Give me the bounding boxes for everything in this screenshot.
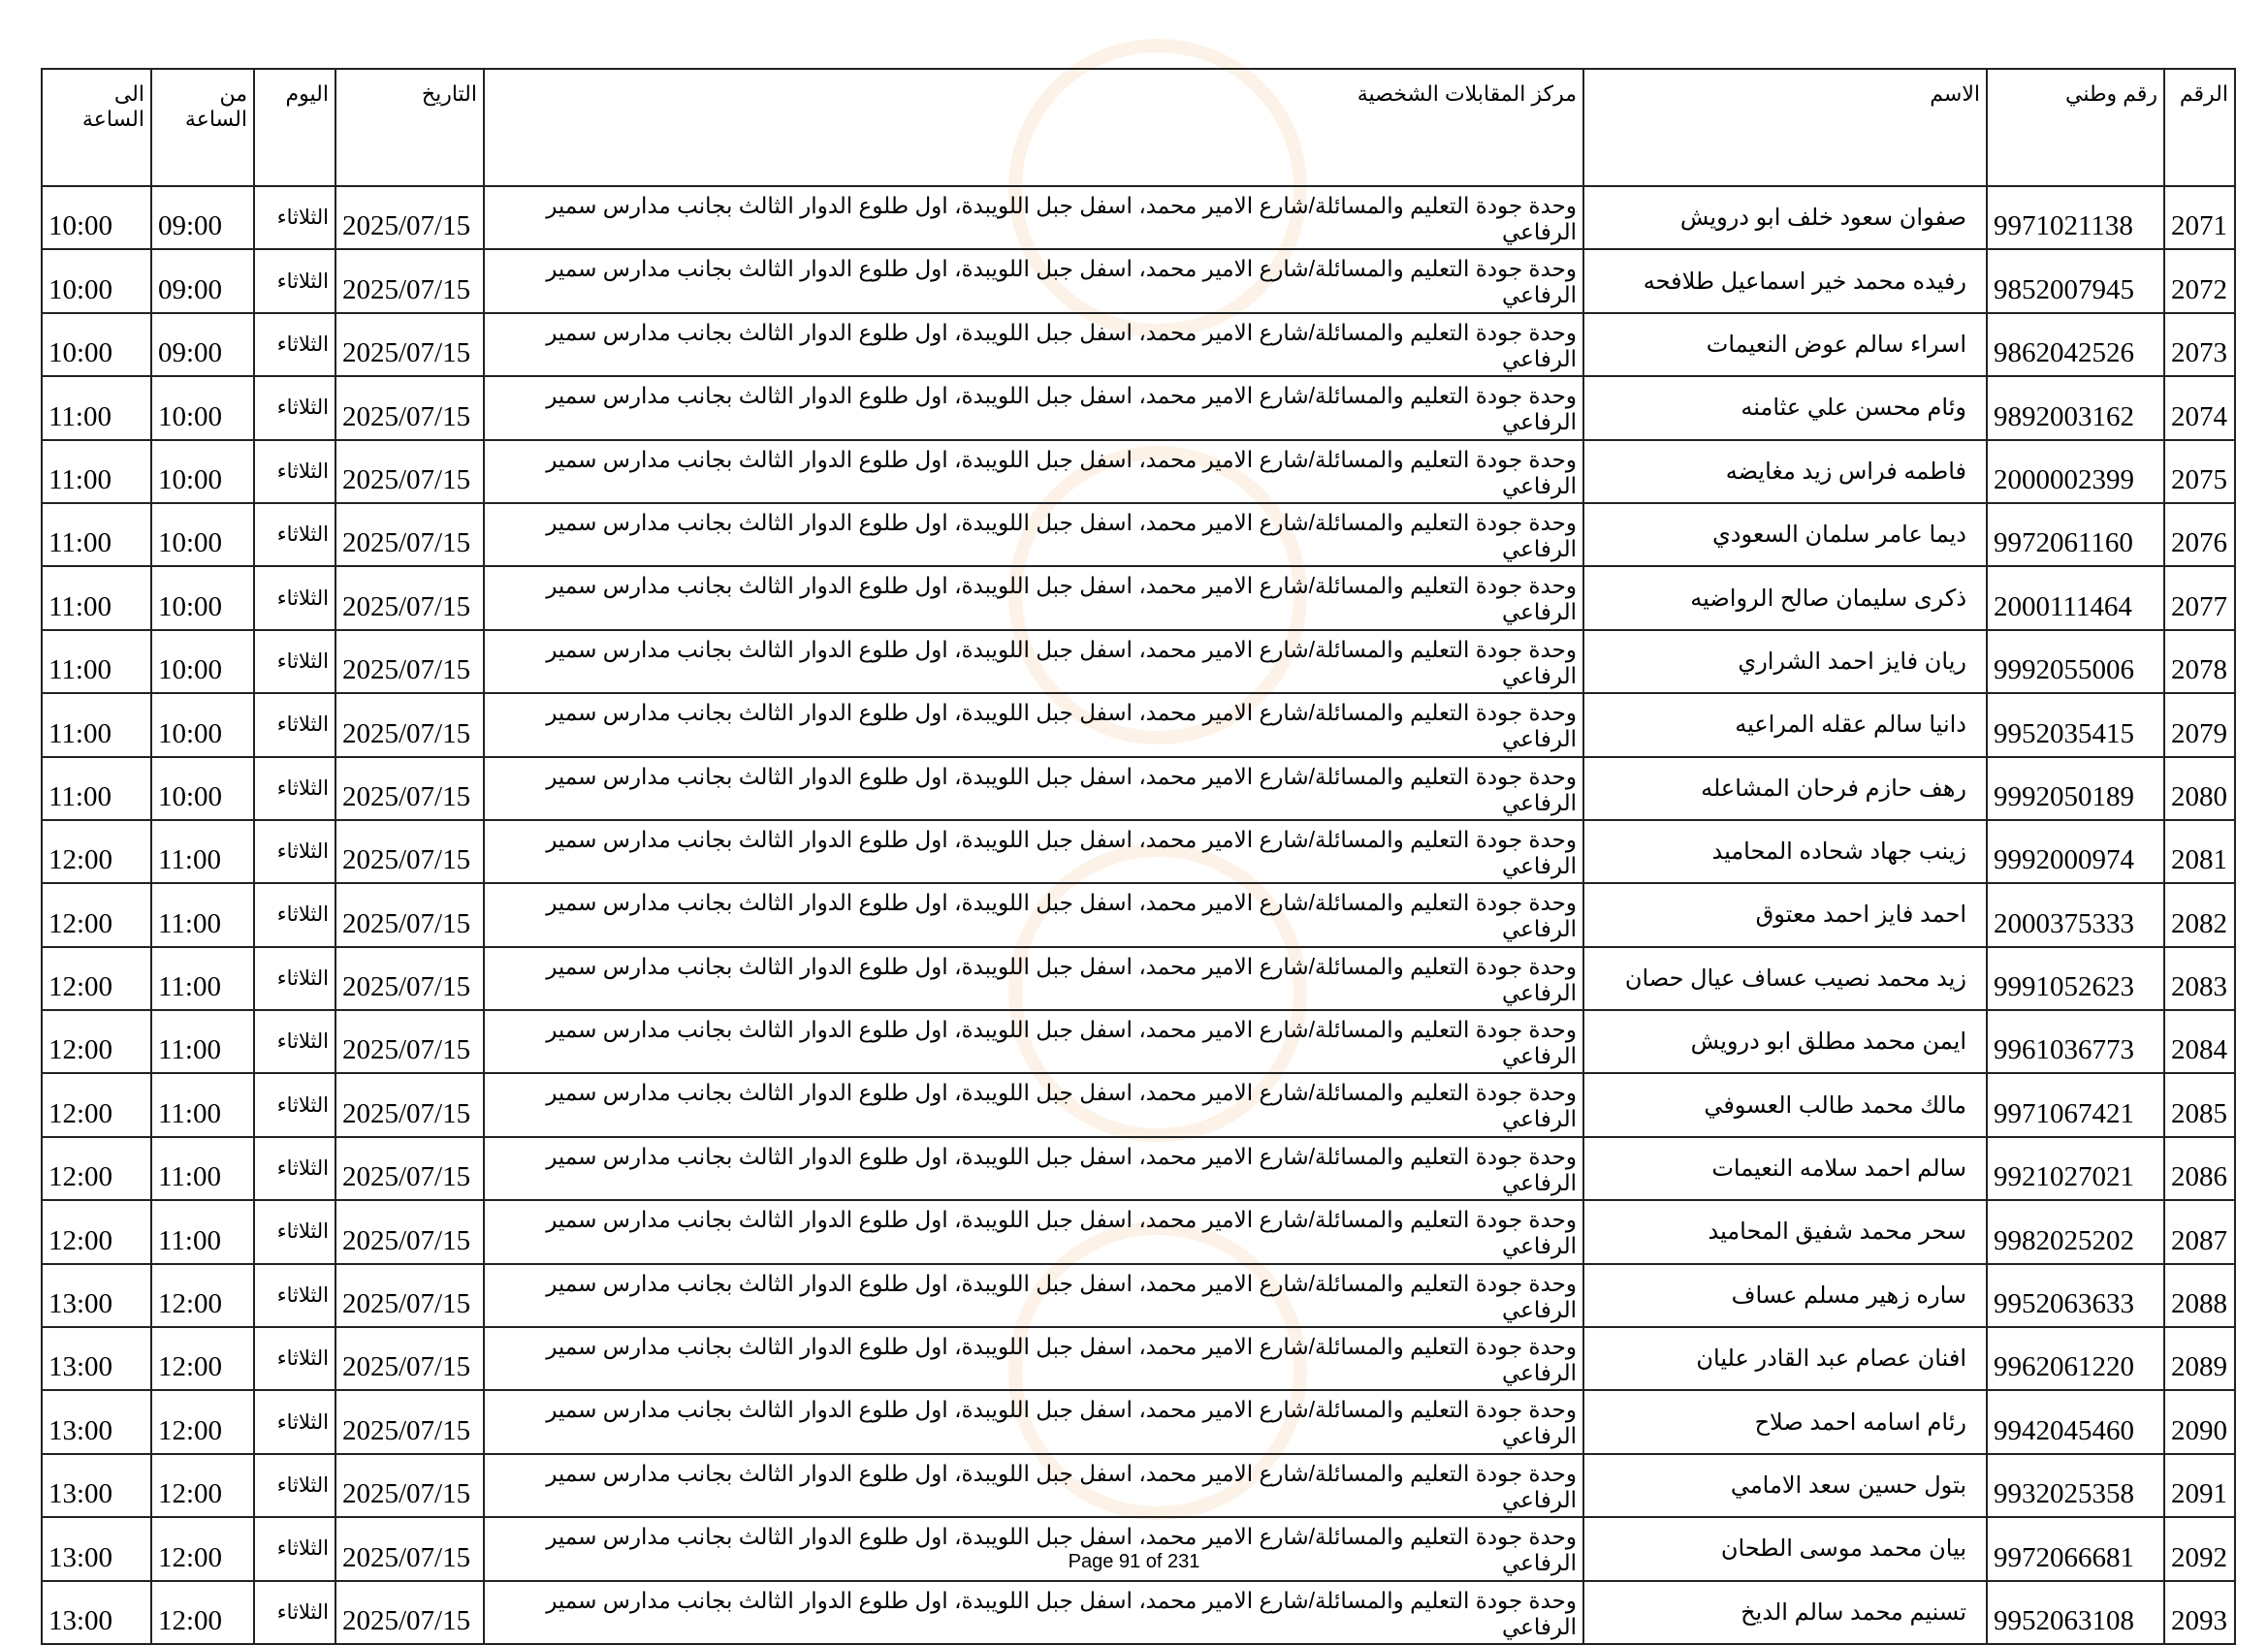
cell-row-number: 2084 bbox=[2164, 1010, 2235, 1073]
cell-from-time: 10:00 bbox=[151, 503, 254, 566]
cell-date: 2025/07/15 bbox=[335, 440, 484, 503]
cell-national-id: 9862042526 bbox=[1987, 313, 2164, 376]
cell-national-id: 2000111464 bbox=[1987, 566, 2164, 629]
table-row bbox=[42, 757, 2235, 820]
cell-date: 2025/07/15 bbox=[335, 1073, 484, 1136]
cell-row-number: 2075 bbox=[2164, 440, 2235, 503]
cell-interview-center: وحدة جودة التعليم والمسائلة/شارع الامير محمد، اسفل جبل اللويبدة، اول طلوع الدوار الثالث بجانب مدارس سمير الرفاعي bbox=[484, 503, 1583, 566]
cell-from-time: 11:00 bbox=[151, 1073, 254, 1136]
cell-from-time: 10:00 bbox=[151, 693, 254, 756]
cell-name: ديما عامر سلمان السعودي bbox=[1583, 503, 1987, 566]
cell-from-time: 12:00 bbox=[151, 1454, 254, 1517]
cell-date: 2025/07/15 bbox=[335, 1264, 484, 1327]
cell-name: سالم احمد سلامه النعيمات bbox=[1583, 1137, 1987, 1200]
cell-name: تسنيم محمد سالم الديخ bbox=[1583, 1581, 1987, 1644]
cell-national-id: 9892003162 bbox=[1987, 376, 2164, 439]
cell-to-time: 10:00 bbox=[42, 186, 151, 249]
cell-from-time: 09:00 bbox=[151, 313, 254, 376]
cell-name: بيان محمد موسى الطحان bbox=[1583, 1517, 1987, 1580]
cell-row-number: 2079 bbox=[2164, 693, 2235, 756]
cell-date: 2025/07/15 bbox=[335, 1517, 484, 1580]
cell-row-number: 2073 bbox=[2164, 313, 2235, 376]
cell-from-time: 10:00 bbox=[151, 376, 254, 439]
cell-from-time: 11:00 bbox=[151, 883, 254, 946]
cell-national-id: 9952063108 bbox=[1987, 1581, 2164, 1644]
cell-name: رهف حازم فرحان المشاعله bbox=[1583, 757, 1987, 820]
cell-from-time: 09:00 bbox=[151, 249, 254, 312]
cell-row-number: 2093 bbox=[2164, 1581, 2235, 1644]
cell-name: بتول حسين سعد الامامي bbox=[1583, 1454, 1987, 1517]
cell-row-number: 2071 bbox=[2164, 186, 2235, 249]
cell-row-number: 2088 bbox=[2164, 1264, 2235, 1327]
table-row bbox=[42, 883, 2235, 946]
table-row bbox=[42, 820, 2235, 883]
cell-date: 2025/07/15 bbox=[335, 630, 484, 693]
cell-to-time: 12:00 bbox=[42, 947, 151, 1010]
cell-row-number: 2076 bbox=[2164, 503, 2235, 566]
cell-date: 2025/07/15 bbox=[335, 186, 484, 249]
cell-national-id: 9852007945 bbox=[1987, 249, 2164, 312]
cell-interview-center: وحدة جودة التعليم والمسائلة/شارع الامير محمد، اسفل جبل اللويبدة، اول طلوع الدوار الثالث بجانب مدارس سمير الرفاعي bbox=[484, 1390, 1583, 1453]
cell-interview-center: وحدة جودة التعليم والمسائلة/شارع الامير محمد، اسفل جبل اللويبدة، اول طلوع الدوار الثالث بجانب مدارس سمير الرفاعي bbox=[484, 947, 1583, 1010]
cell-date: 2025/07/15 bbox=[335, 1327, 484, 1390]
table-row bbox=[42, 440, 2235, 503]
cell-national-id: 9992000974 bbox=[1987, 820, 2164, 883]
table-row bbox=[42, 1010, 2235, 1073]
cell-row-number: 2074 bbox=[2164, 376, 2235, 439]
cell-day: الثلاثاء bbox=[254, 1264, 335, 1327]
cell-day: الثلاثاء bbox=[254, 376, 335, 439]
cell-national-id: 9971067421 bbox=[1987, 1073, 2164, 1136]
cell-interview-center: وحدة جودة التعليم والمسائلة/شارع الامير محمد، اسفل جبل اللويبدة، اول طلوع الدوار الثالث بجانب مدارس سمير الرفاعي bbox=[484, 820, 1583, 883]
cell-national-id: 2000375333 bbox=[1987, 883, 2164, 946]
cell-interview-center: وحدة جودة التعليم والمسائلة/شارع الامير محمد، اسفل جبل اللويبدة، اول طلوع الدوار الثالث بجانب مدارس سمير الرفاعي bbox=[484, 249, 1583, 312]
cell-national-id: 9982025202 bbox=[1987, 1200, 2164, 1263]
cell-interview-center: وحدة جودة التعليم والمسائلة/شارع الامير محمد، اسفل جبل اللويبدة، اول طلوع الدوار الثالث بجانب مدارس سمير الرفاعي bbox=[484, 1264, 1583, 1327]
cell-day: الثلاثاء bbox=[254, 1390, 335, 1453]
cell-date: 2025/07/15 bbox=[335, 1390, 484, 1453]
cell-national-id: 9971021138 bbox=[1987, 186, 2164, 249]
cell-day: الثلاثاء bbox=[254, 1073, 335, 1136]
cell-interview-center: وحدة جودة التعليم والمسائلة/شارع الامير محمد، اسفل جبل اللويبدة، اول طلوع الدوار الثالث بجانب مدارس سمير الرفاعي bbox=[484, 1327, 1583, 1390]
cell-row-number: 2072 bbox=[2164, 249, 2235, 312]
cell-from-time: 10:00 bbox=[151, 757, 254, 820]
cell-to-time: 12:00 bbox=[42, 1200, 151, 1263]
cell-from-time: 10:00 bbox=[151, 440, 254, 503]
cell-name: رفيده محمد خير اسماعيل طلافحه bbox=[1583, 249, 1987, 312]
cell-date: 2025/07/15 bbox=[335, 947, 484, 1010]
cell-row-number: 2077 bbox=[2164, 566, 2235, 629]
table-row bbox=[42, 1454, 2235, 1517]
cell-date: 2025/07/15 bbox=[335, 820, 484, 883]
cell-day: الثلاثاء bbox=[254, 566, 335, 629]
cell-row-number: 2082 bbox=[2164, 883, 2235, 946]
cell-row-number: 2090 bbox=[2164, 1390, 2235, 1453]
cell-interview-center: وحدة جودة التعليم والمسائلة/شارع الامير محمد، اسفل جبل اللويبدة، اول طلوع الدوار الثالث بجانب مدارس سمير الرفاعي bbox=[484, 313, 1583, 376]
cell-interview-center: وحدة جودة التعليم والمسائلة/شارع الامير محمد، اسفل جبل اللويبدة، اول طلوع الدوار الثالث بجانب مدارس سمير الرفاعي bbox=[484, 566, 1583, 629]
cell-name: فاطمه فراس زيد مغايضه bbox=[1583, 440, 1987, 503]
cell-to-time: 12:00 bbox=[42, 820, 151, 883]
cell-from-time: 11:00 bbox=[151, 820, 254, 883]
cell-from-time: 12:00 bbox=[151, 1264, 254, 1327]
cell-to-time: 11:00 bbox=[42, 503, 151, 566]
table-row bbox=[42, 376, 2235, 439]
header-from: من الساعة bbox=[151, 69, 254, 186]
cell-from-time: 11:00 bbox=[151, 1200, 254, 1263]
table-row bbox=[42, 503, 2235, 566]
cell-date: 2025/07/15 bbox=[335, 503, 484, 566]
cell-to-time: 11:00 bbox=[42, 566, 151, 629]
cell-day: الثلاثاء bbox=[254, 1137, 335, 1200]
cell-from-time: 10:00 bbox=[151, 566, 254, 629]
cell-from-time: 11:00 bbox=[151, 1137, 254, 1200]
cell-day: الثلاثاء bbox=[254, 1200, 335, 1263]
cell-from-time: 12:00 bbox=[151, 1390, 254, 1453]
cell-day: الثلاثاء bbox=[254, 883, 335, 946]
cell-day: الثلاثاء bbox=[254, 630, 335, 693]
cell-day: الثلاثاء bbox=[254, 1581, 335, 1644]
cell-from-time: 10:00 bbox=[151, 630, 254, 693]
cell-to-time: 13:00 bbox=[42, 1264, 151, 1327]
cell-from-time: 09:00 bbox=[151, 186, 254, 249]
cell-national-id: 9952063633 bbox=[1987, 1264, 2164, 1327]
cell-to-time: 12:00 bbox=[42, 1073, 151, 1136]
cell-interview-center: وحدة جودة التعليم والمسائلة/شارع الامير محمد، اسفل جبل اللويبدة، اول طلوع الدوار الثالث بجانب مدارس سمير الرفاعي bbox=[484, 693, 1583, 756]
table-row bbox=[42, 249, 2235, 312]
cell-row-number: 2078 bbox=[2164, 630, 2235, 693]
table-row bbox=[42, 1073, 2235, 1136]
cell-name: زينب جهاد شحاده المحاميد bbox=[1583, 820, 1987, 883]
cell-to-time: 11:00 bbox=[42, 630, 151, 693]
page-number: Page 91 of 231 bbox=[1068, 1551, 1200, 1572]
cell-day: الثلاثاء bbox=[254, 186, 335, 249]
header-national-id: رقم وطني bbox=[1987, 69, 2164, 186]
cell-interview-center: وحدة جودة التعليم والمسائلة/شارع الامير محمد، اسفل جبل اللويبدة، اول طلوع الدوار الثالث بجانب مدارس سمير الرفاعي bbox=[484, 1200, 1583, 1263]
cell-name: سحر محمد شفيق المحاميد bbox=[1583, 1200, 1987, 1263]
cell-from-time: 11:00 bbox=[151, 1010, 254, 1073]
cell-row-number: 2085 bbox=[2164, 1073, 2235, 1136]
cell-day: الثلاثاء bbox=[254, 313, 335, 376]
cell-to-time: 12:00 bbox=[42, 1010, 151, 1073]
cell-from-time: 12:00 bbox=[151, 1581, 254, 1644]
cell-to-time: 12:00 bbox=[42, 1137, 151, 1200]
cell-from-time: 11:00 bbox=[151, 947, 254, 1010]
header-date: التاريخ bbox=[335, 69, 484, 186]
cell-interview-center: وحدة جودة التعليم والمسائلة/شارع الامير محمد، اسفل جبل اللويبدة، اول طلوع الدوار الثالث بجانب مدارس سمير الرفاعي bbox=[484, 1073, 1583, 1136]
cell-interview-center: وحدة جودة التعليم والمسائلة/شارع الامير محمد، اسفل جبل اللويبدة، اول طلوع الدوار الثالث بجانب مدارس سمير الرفاعي bbox=[484, 376, 1583, 439]
header-name: الاسم bbox=[1583, 69, 1987, 186]
cell-interview-center: وحدة جودة التعليم والمسائلة/شارع الامير محمد، اسفل جبل اللويبدة، اول طلوع الدوار الثالث بجانب مدارس سمير الرفاعي bbox=[484, 1454, 1583, 1517]
cell-day: الثلاثاء bbox=[254, 693, 335, 756]
table-row bbox=[42, 186, 2235, 249]
cell-day: الثلاثاء bbox=[254, 503, 335, 566]
table-row bbox=[42, 693, 2235, 756]
cell-day: الثلاثاء bbox=[254, 820, 335, 883]
cell-interview-center: وحدة جودة التعليم والمسائلة/شارع الامير محمد، اسفل جبل اللويبدة، اول طلوع الدوار الثالث بجانب مدارس سمير الرفاعي bbox=[484, 757, 1583, 820]
cell-to-time: 13:00 bbox=[42, 1581, 151, 1644]
cell-date: 2025/07/15 bbox=[335, 313, 484, 376]
cell-to-time: 10:00 bbox=[42, 313, 151, 376]
cell-day: الثلاثاء bbox=[254, 1010, 335, 1073]
table-header-row bbox=[42, 69, 2235, 186]
cell-from-time: 12:00 bbox=[151, 1327, 254, 1390]
cell-day: الثلاثاء bbox=[254, 947, 335, 1010]
header-num: الرقم bbox=[2164, 69, 2235, 186]
cell-date: 2025/07/15 bbox=[335, 1137, 484, 1200]
cell-national-id: 9962061220 bbox=[1987, 1327, 2164, 1390]
cell-name: ايمن محمد مطلق ابو درويش bbox=[1583, 1010, 1987, 1073]
cell-row-number: 2087 bbox=[2164, 1200, 2235, 1263]
cell-to-time: 12:00 bbox=[42, 883, 151, 946]
cell-to-time: 13:00 bbox=[42, 1390, 151, 1453]
cell-to-time: 11:00 bbox=[42, 757, 151, 820]
table-row bbox=[42, 1200, 2235, 1263]
header-to: الى الساعة bbox=[42, 69, 151, 186]
table-row bbox=[42, 1327, 2235, 1390]
cell-date: 2025/07/15 bbox=[335, 1200, 484, 1263]
cell-name: زيد محمد نصيب عساف عيال حصان bbox=[1583, 947, 1987, 1010]
cell-row-number: 2091 bbox=[2164, 1454, 2235, 1517]
cell-national-id: 9952035415 bbox=[1987, 693, 2164, 756]
cell-day: الثلاثاء bbox=[254, 757, 335, 820]
cell-row-number: 2092 bbox=[2164, 1517, 2235, 1580]
cell-day: الثلاثاء bbox=[254, 1517, 335, 1580]
cell-name: صفوان سعود خلف ابو درويش bbox=[1583, 186, 1987, 249]
cell-date: 2025/07/15 bbox=[335, 883, 484, 946]
cell-interview-center: وحدة جودة التعليم والمسائلة/شارع الامير محمد، اسفل جبل اللويبدة، اول طلوع الدوار الثالث بجانب مدارس سمير الرفاعي bbox=[484, 440, 1583, 503]
cell-interview-center: وحدة جودة التعليم والمسائلة/شارع الامير محمد، اسفل جبل اللويبدة، اول طلوع الدوار الثالث بجانب مدارس سمير الرفاعي bbox=[484, 630, 1583, 693]
cell-from-time: 12:00 bbox=[151, 1517, 254, 1580]
table-row bbox=[42, 1390, 2235, 1453]
cell-row-number: 2086 bbox=[2164, 1137, 2235, 1200]
interview-schedule-table bbox=[41, 68, 2236, 1645]
cell-name: ساره زهير مسلم عساف bbox=[1583, 1264, 1987, 1327]
cell-national-id: 9921027021 bbox=[1987, 1137, 2164, 1200]
cell-to-time: 11:00 bbox=[42, 376, 151, 439]
cell-national-id: 9932025358 bbox=[1987, 1454, 2164, 1517]
cell-to-time: 10:00 bbox=[42, 249, 151, 312]
cell-national-id: 9972061160 bbox=[1987, 503, 2164, 566]
cell-to-time: 13:00 bbox=[42, 1517, 151, 1580]
table-row bbox=[42, 1264, 2235, 1327]
cell-national-id: 9972066681 bbox=[1987, 1517, 2164, 1580]
cell-row-number: 2081 bbox=[2164, 820, 2235, 883]
cell-national-id: 9942045460 bbox=[1987, 1390, 2164, 1453]
cell-name: احمد فايز احمد معتوق bbox=[1583, 883, 1987, 946]
cell-name: افنان عصام عبد القادر عليان bbox=[1583, 1327, 1987, 1390]
header-center: مركز المقابلات الشخصية bbox=[484, 69, 1583, 186]
cell-row-number: 2080 bbox=[2164, 757, 2235, 820]
table-row bbox=[42, 947, 2235, 1010]
cell-interview-center: وحدة جودة التعليم والمسائلة/شارع الامير محمد، اسفل جبل اللويبدة، اول طلوع الدوار الثالث بجانب مدارس سمير الرفاعي bbox=[484, 1517, 1583, 1580]
cell-to-time: 13:00 bbox=[42, 1454, 151, 1517]
cell-name: اسراء سالم عوض النعيمات bbox=[1583, 313, 1987, 376]
cell-interview-center: وحدة جودة التعليم والمسائلة/شارع الامير محمد، اسفل جبل اللويبدة، اول طلوع الدوار الثالث بجانب مدارس سمير الرفاعي bbox=[484, 186, 1583, 249]
cell-date: 2025/07/15 bbox=[335, 249, 484, 312]
header-day: اليوم bbox=[254, 69, 335, 186]
cell-date: 2025/07/15 bbox=[335, 1581, 484, 1644]
cell-date: 2025/07/15 bbox=[335, 1010, 484, 1073]
cell-interview-center: وحدة جودة التعليم والمسائلة/شارع الامير محمد، اسفل جبل اللويبدة، اول طلوع الدوار الثالث بجانب مدارس سمير الرفاعي bbox=[484, 1137, 1583, 1200]
cell-national-id: 9992050189 bbox=[1987, 757, 2164, 820]
cell-date: 2025/07/15 bbox=[335, 1454, 484, 1517]
cell-name: دانيا سالم عقله المراعيه bbox=[1583, 693, 1987, 756]
table-row bbox=[42, 630, 2235, 693]
cell-day: الثلاثاء bbox=[254, 249, 335, 312]
cell-interview-center: وحدة جودة التعليم والمسائلة/شارع الامير محمد، اسفل جبل اللويبدة، اول طلوع الدوار الثالث بجانب مدارس سمير الرفاعي bbox=[484, 1010, 1583, 1073]
cell-day: الثلاثاء bbox=[254, 440, 335, 503]
cell-national-id: 9992055006 bbox=[1987, 630, 2164, 693]
cell-date: 2025/07/15 bbox=[335, 757, 484, 820]
table-row bbox=[42, 1581, 2235, 1644]
table-row bbox=[42, 313, 2235, 376]
cell-date: 2025/07/15 bbox=[335, 693, 484, 756]
table-row bbox=[42, 566, 2235, 629]
cell-date: 2025/07/15 bbox=[335, 566, 484, 629]
cell-name: ذكرى سليمان صالح الرواضيه bbox=[1583, 566, 1987, 629]
cell-name: وئام محسن علي عثامنه bbox=[1583, 376, 1987, 439]
cell-day: الثلاثاء bbox=[254, 1454, 335, 1517]
cell-national-id: 2000002399 bbox=[1987, 440, 2164, 503]
cell-date: 2025/07/15 bbox=[335, 376, 484, 439]
table-row bbox=[42, 1137, 2235, 1200]
cell-national-id: 9991052623 bbox=[1987, 947, 2164, 1010]
cell-to-time: 11:00 bbox=[42, 693, 151, 756]
cell-national-id: 9961036773 bbox=[1987, 1010, 2164, 1073]
cell-name: رئام اسامه احمد صلاح bbox=[1583, 1390, 1987, 1453]
cell-interview-center: وحدة جودة التعليم والمسائلة/شارع الامير محمد، اسفل جبل اللويبدة، اول طلوع الدوار الثالث بجانب مدارس سمير الرفاعي bbox=[484, 1581, 1583, 1644]
cell-to-time: 11:00 bbox=[42, 440, 151, 503]
cell-day: الثلاثاء bbox=[254, 1327, 335, 1390]
cell-interview-center: وحدة جودة التعليم والمسائلة/شارع الامير محمد، اسفل جبل اللويبدة، اول طلوع الدوار الثالث بجانب مدارس سمير الرفاعي bbox=[484, 883, 1583, 946]
cell-to-time: 13:00 bbox=[42, 1327, 151, 1390]
cell-name: مالك محمد طالب العسوفي bbox=[1583, 1073, 1987, 1136]
cell-row-number: 2089 bbox=[2164, 1327, 2235, 1390]
cell-name: ريان فايز احمد الشراري bbox=[1583, 630, 1987, 693]
cell-row-number: 2083 bbox=[2164, 947, 2235, 1010]
